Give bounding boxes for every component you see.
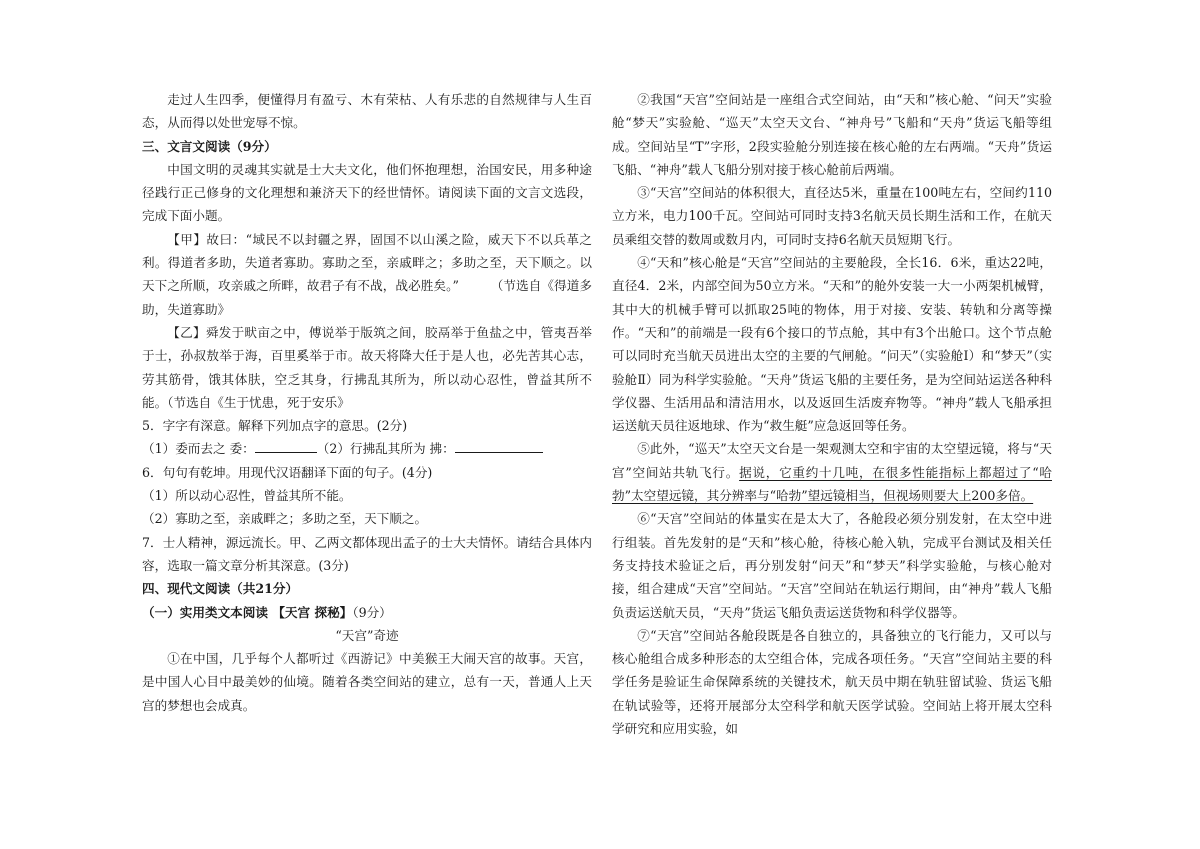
article-paragraph-6: ⑥“天宫”空间站的体量实在是太大了，各舱段必须分别发射，在太空中进行组装。首先发射的是“天和”核心舱，待核心舱入轨，完成平台测试及相关任务支持技术验证之后，再分别发射“问天”和“梦天”科学实验舱，与核心舱对接，组合建成“天宫”空间站。“天宫”空间站在轨运行期间，由“神舟”载人飞船负责运送航天员，“天舟”货运飞船负责运送货物和科学仪器等。 xyxy=(612,511,1052,620)
article-paragraph-1: ①在中国，几乎每个人都听过《西游记》中美猴王大闹天宫的故事。天宫，是中国人心目中最美妙的仙境。随着各类空间站的建立，总有一天，普通人上天宫的梦想也会成真。 xyxy=(142,651,592,713)
article-paragraph-4: ④“天和”核心舱是“天宫”空间站的主要舱段，全长16．6米，重达22吨，直径4．2米，内部空间为50立方米。“天和”的舱外安装一大一小两架机械臂，其中大的机械手臂可以抓取25吨的物体，用于对接、安装、转轨和分离等操作。“天和”的前端是一段有6个接口的节点舱，其中有3个出舱口。这个节点舱可以同时充当航天员进出太空的主要的气闸舱。“问天”（实验舱Ⅰ）和“梦天”（实验舱Ⅱ）同为科学实验舱。“天舟”货运飞船的主要任务，是为空间站运送各种科学仪器、生活用品和清洁用水，以及返回生活废弃物等。“神舟”载人飞船承担运送航天员往返地球、作为“救生艇”应急返回等任务。 xyxy=(612,255,1052,434)
underlined-sentence: 据说，它重约十几吨，在很多性能指标上都超过了“哈勃”太空望远镜，其分辨率与“哈勃”望远镜相当，但视场则要大上200多倍。 xyxy=(612,464,1052,504)
section-3-heading: 三、文言文阅读（9分） xyxy=(142,138,277,154)
question-6-item-1: （1）所以动心忍性，曾益其所不能。 xyxy=(142,488,352,504)
article-paragraph-5 xyxy=(612,437,1052,507)
article-paragraph-3: ③“天宫”空间站的体积很大，直径达5米，重量在100吨左右，空间约110立方米，电力100千瓦。空间站可同时支持3名航天员长期生活和工作，在航天员乘组交替的数周或数月内，可同时支持6名航天员短期飞行。 xyxy=(612,185,1052,247)
passage-jia: 【甲】故曰：“域民不以封疆之界，固国不以山溪之险，威天下不以兵革之利。得道者多助，失道者寡助。寡助之至，亲戚畔之；多助之至，天下顺之。以天下之所顺，攻亲戚之所畔，故君子有不战，战必胜矣。” （节选自《得道多助，失道寡助》 xyxy=(142,231,592,317)
answer-blank-1[interactable] xyxy=(255,438,317,453)
passage-yi: 【乙】舜发于畎亩之中，傅说举于版筑之间，胶鬲举于鱼盐之中，管夷吾举于士，孙叔敖举于海，百里奚举于市。故天将降大任于是人也，必先苦其心志，劳其筋骨，饿其体肤，空乏其身，行拂乱其所为，所以动心忍性，曾益其所不能。（节选自《生于忧患，死于安乐》 xyxy=(142,324,592,410)
article-title: “天宫”奇迹 xyxy=(335,627,399,643)
left-column xyxy=(142,88,592,717)
question-5-items xyxy=(142,437,592,460)
subheading-score: （9分） xyxy=(352,604,392,620)
question-7: 7．士人精神，源远流长。甲、乙两文都体现出孟子的士大夫情怀。请结合具体内容，选取一篇文章分析其深意。(3分) xyxy=(142,534,592,573)
right-column xyxy=(612,88,1052,740)
paragraph-5-text: ⑤此外，“巡天”太空天文台是一架观测太空和宇宙的太空望远镜，将与“天宫”空间站共轨飞行。 xyxy=(612,441,1052,480)
article-paragraph-7: ⑦“天宫”空间站各舱段既是各自独立的，具备独立的飞行能力，又可以与核心舱组合成多种形态的太空组合体，完成各项任务。“天宫”空间站主要的科学任务是验证生命保障系统的关键技术，航天员中期在轨驻留试验、货运飞船在轨试验等，还将开展部分太空科学和航天医学试验。空间站上将开展太空科学研究和应用实验，如 xyxy=(612,627,1052,737)
section-4-subheading xyxy=(142,601,592,624)
section-3-intro: 中国文明的灵魂其实就是士大夫文化，他们怀抱理想，治国安民，用多种途径践行正己修身的文化理想和兼济天下的经世情怀。请阅读下面的文言文选段，完成下面小题。 xyxy=(142,161,592,224)
intro-paragraph: 走过人生四季，便懂得月有盈亏、木有荣枯、人有乐悲的自然规律与人生百态，从而得以处世宠辱不惊。 xyxy=(142,92,592,131)
question-5: 5．字字有深意。解释下列加点字的意思。(2分) xyxy=(142,418,408,434)
article-paragraph-2: ②我国“天宫”空间站是一座组合式空间站，由“天和”核心舱、“问天”实验舱“梦天”实验舱、“巡天”太空天文台、“神舟号”飞船和“天舟”货运飞船等组成。空间站呈“T”字形，2段实验舱分别连接在核心舱的左右两端。“天舟”货运飞船、“神舟”载人飞船分别对接于核心舱前后两端。 xyxy=(612,92,1052,177)
subheading-title: （一）实用类文本阅读 【天宫 探秘】 xyxy=(142,604,353,620)
answer-blank-2[interactable] xyxy=(455,438,543,453)
question-5-item-1: （1）委而去之 委： xyxy=(142,441,255,457)
section-4-heading: 四、现代文阅读（共21分） xyxy=(142,581,299,597)
question-5-item-2: （2）行拂乱其所为 拂： xyxy=(316,441,455,457)
question-6-item-2: （2）寡助之至，亲戚畔之；多助之至，天下顺之。 xyxy=(142,511,428,527)
question-6: 6．句句有乾坤。用现代汉语翻译下面的句子。(4分) xyxy=(142,464,433,480)
